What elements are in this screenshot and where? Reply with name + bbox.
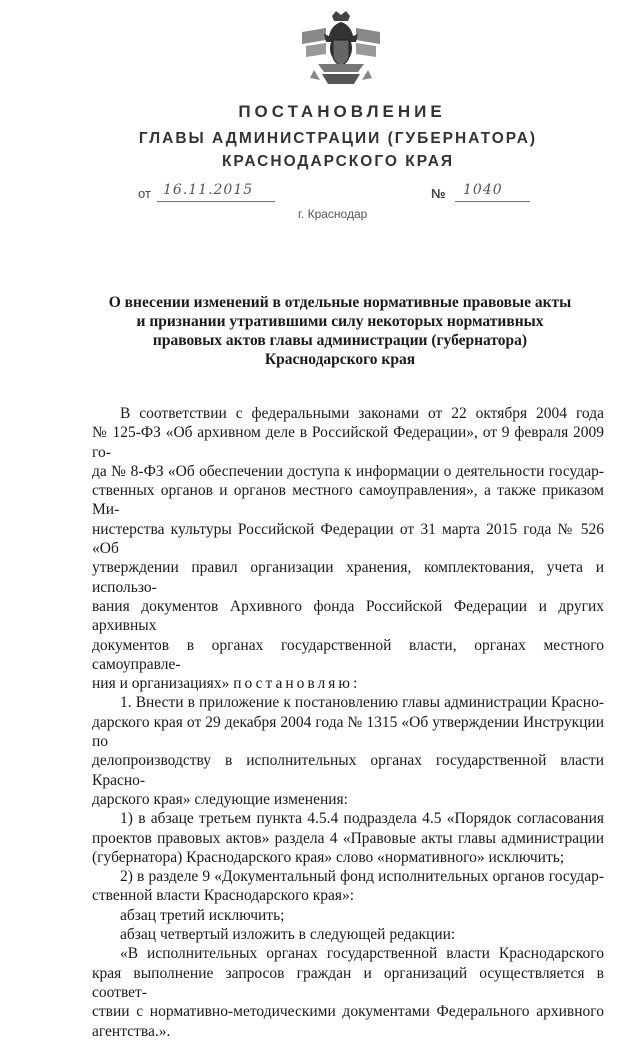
body-line: абзац четвертый изложить в следующей редакции: [120, 926, 456, 944]
body-line: № 125-ФЗ «Об архивном деле в Российской Федерации», от 9 февраля 2009 го- [92, 424, 604, 461]
body-line: 1) в абзаце третьем пункта 4.5.4 подраздела 4.5 «Порядок согласования [120, 810, 604, 828]
body-line: ственной власти Краснодарского края»: [92, 887, 355, 905]
number-underline [455, 201, 530, 202]
date-prefix: от [138, 186, 151, 201]
resolution-word: постановляю: [233, 675, 361, 693]
body-line: В соответствии с федеральными законами от 22 октября 2004 года [120, 405, 604, 422]
body-line: ственных органов и органов местного самоуправления», а также приказом Ми- [92, 482, 604, 519]
body-line: «В исполнительных органах государственной власти Краснодарского [120, 945, 604, 963]
header-title: ПОСТАНОВЛЕНИЕ [238, 102, 446, 121]
title-line: О внесении изменений в отдельные нормативные правовые акты [108, 294, 572, 311]
handwritten-date: 16.11.2015 [163, 182, 254, 198]
body-line: абзац третий исключить; [120, 906, 285, 924]
body-line: дарского края» следующие изменения: [92, 790, 348, 808]
handwritten-number: 1040 [463, 182, 503, 198]
body-line: дарского края от 29 декабря 2004 года № 1315 «Об утверждении Инструкции по [92, 713, 604, 751]
document-body [92, 404, 604, 1041]
body-line: (губернатора) Краснодарского края» слово «нормативного» исключить; [92, 848, 565, 866]
body-line: края выполнение запросов граждан и организаций осуществляется в соответ- [92, 964, 604, 1001]
header-region: КРАСНОДАРСКОГО КРАЯ [221, 153, 455, 170]
title-line: Краснодарского края [264, 351, 416, 368]
coat-of-arms-icon [296, 10, 386, 92]
body-line: ствии с нормативно-методическими документами Федерального архивного [92, 1003, 604, 1021]
body-line: 2) в разделе 9 «Документальный фонд исполнительных органов государ- [120, 868, 604, 886]
body-line: утверждении правил организации хранения, комплектования, учета и использо- [92, 559, 604, 596]
title-line: и признании утратившими силу некоторых нормативных [136, 313, 544, 330]
city-label: г. Краснодар [298, 207, 368, 221]
body-line: документов в органах государственной власти, органах местного самоуправле- [92, 636, 604, 673]
body-line [92, 674, 604, 693]
body-line: да № 8-ФЗ «Об обеспечении доступа к информации о деятельности государ- [92, 462, 604, 480]
document-title [60, 293, 620, 369]
body-line-text: ния и организациях» [92, 675, 230, 693]
header-authority: ГЛАВЫ АДМИНИСТРАЦИИ (ГУБЕРНАТОРА) [138, 130, 538, 147]
title-line: правовых актов главы администрации (губернатора) [152, 332, 528, 349]
date-underline [157, 201, 275, 202]
number-prefix: № [431, 186, 446, 201]
body-line: агентства.». [92, 1022, 171, 1040]
body-line: 1. Внести в приложение к постановлению главы администрации Красно- [120, 694, 604, 712]
body-line: вания документов Архивного фонда Российской Федерации и других архивных [92, 597, 604, 635]
body-line: нистерства культуры Российской Федерации от 31 марта 2015 года № 526 «Об [92, 520, 604, 558]
body-line: проектов правовых актов» раздела 4 «Правовые акты главы администрации [92, 829, 604, 847]
body-line: делопроизводству в исполнительных органах государственной власти Красно- [92, 752, 604, 789]
